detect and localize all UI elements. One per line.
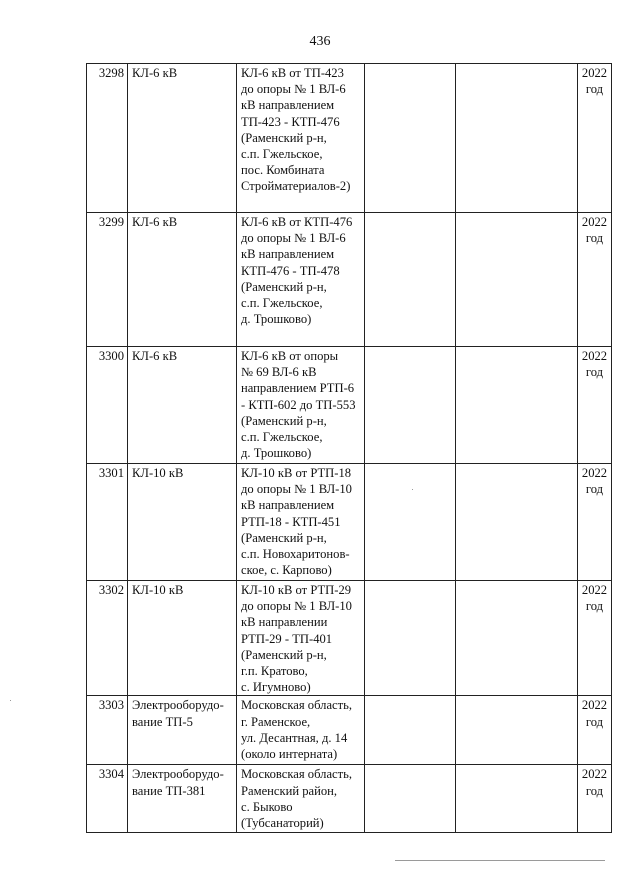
page-number: 436: [309, 34, 331, 49]
object-type-cell: КЛ-6 кВ: [128, 64, 237, 213]
row-number-cell: 3298: [87, 64, 128, 213]
empty-cell: [365, 213, 456, 347]
empty-cell: [456, 464, 578, 581]
scan-mark: [10, 700, 11, 701]
row-number-cell: 3304: [87, 765, 128, 833]
row-number-cell: 3300: [87, 347, 128, 464]
table-row: [87, 765, 612, 833]
description-cell: КЛ-6 кВ от опоры № 69 ВЛ-6 кВ направлением РТП-6 - КТП-602 до ТП-553 (Раменский р-н, с.п. Гжельское, д. Трошково): [237, 347, 365, 464]
table-row: [87, 696, 612, 765]
object-type-cell: КЛ-6 кВ: [128, 213, 237, 347]
table-row: [87, 213, 612, 347]
year-cell: 2022 год: [578, 347, 612, 464]
empty-cell: [365, 64, 456, 213]
empty-cell: [456, 765, 578, 833]
scan-mark: [395, 860, 605, 861]
year-cell: 2022 год: [578, 581, 612, 696]
empty-cell: [456, 581, 578, 696]
table-row: [87, 581, 612, 696]
empty-cell: [365, 765, 456, 833]
empty-cell: [456, 64, 578, 213]
object-type-cell: КЛ-10 кВ: [128, 581, 237, 696]
year-cell: 2022 год: [578, 765, 612, 833]
object-type-cell: КЛ-6 кВ: [128, 347, 237, 464]
empty-cell: [365, 581, 456, 696]
year-cell: 2022 год: [578, 464, 612, 581]
year-cell: 2022 год: [578, 696, 612, 765]
empty-cell: [456, 213, 578, 347]
object-type-cell: КЛ-10 кВ: [128, 464, 237, 581]
description-cell: КЛ-10 кВ от РТП-18 до опоры № 1 ВЛ-10 кВ направлением РТП-18 - КТП-451 (Раменский р-н, с.п. Новохаритонов- ское, с. Карпово): [237, 464, 365, 581]
object-type-cell: Электрооборудо- вание ТП-381: [128, 765, 237, 833]
row-number-cell: 3301: [87, 464, 128, 581]
empty-cell: [365, 464, 456, 581]
object-type-cell: Электрооборудо- вание ТП-5: [128, 696, 237, 765]
year-cell: 2022 год: [578, 213, 612, 347]
description-cell: КЛ-6 кВ от ТП-423 до опоры № 1 ВЛ-6 кВ направлением ТП-423 - КТП-476 (Раменский р-н, с.п. Гжельское, пос. Комбината Стройматериалов-2): [237, 64, 365, 213]
empty-cell: [456, 696, 578, 765]
year-cell: 2022 год: [578, 64, 612, 213]
empty-cell: [365, 347, 456, 464]
row-number-cell: 3303: [87, 696, 128, 765]
description-cell: КЛ-6 кВ от КТП-476 до опоры № 1 ВЛ-6 кВ направлением КТП-476 - ТП-478 (Раменский р-н, с.п. Гжельское, д. Трошково): [237, 213, 365, 347]
empty-cell: [365, 696, 456, 765]
description-cell: Московская область, Раменский район, с. Быково (Тубсанаторий): [237, 765, 365, 833]
table-row: [87, 64, 612, 213]
description-cell: Московская область, г. Раменское, ул. Десантная, д. 14 (около интерната): [237, 696, 365, 765]
table-row: [87, 347, 612, 464]
row-number-cell: 3299: [87, 213, 128, 347]
scan-mark: [412, 489, 413, 490]
description-cell: КЛ-10 кВ от РТП-29 до опоры № 1 ВЛ-10 кВ направлении РТП-29 - ТП-401 (Раменский р-н, г.п. Кратово, с. Игумново): [237, 581, 365, 696]
empty-cell: [456, 347, 578, 464]
registry-table: [86, 63, 612, 833]
row-number-cell: 3302: [87, 581, 128, 696]
table-row: [87, 464, 612, 581]
